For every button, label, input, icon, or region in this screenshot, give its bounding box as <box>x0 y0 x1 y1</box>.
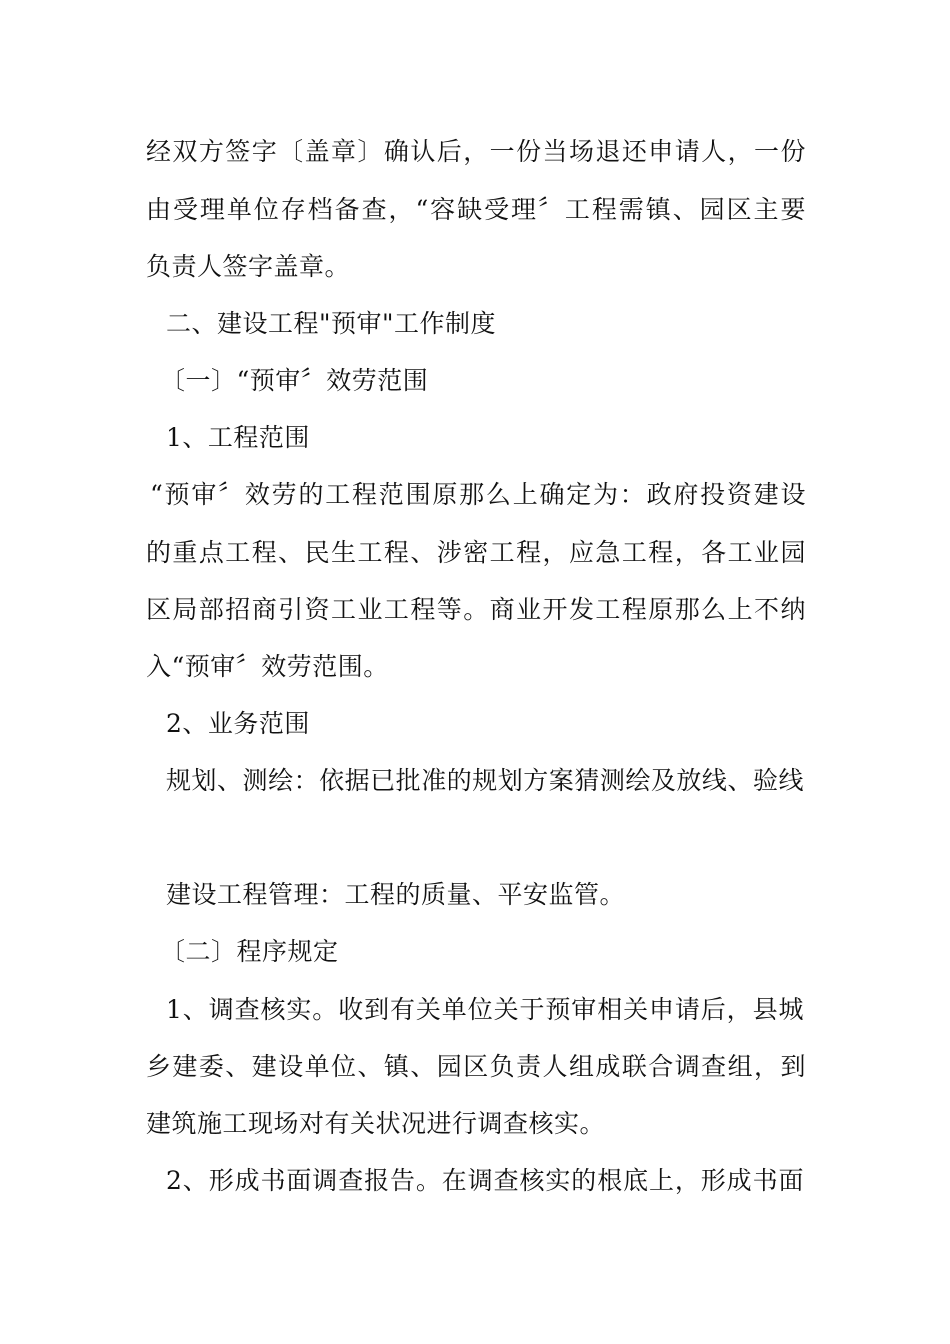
item-heading: 2、业务范围 <box>166 709 310 738</box>
section-heading: 二、建设工程"预审"工作制度 <box>166 309 496 338</box>
paragraph-line: 1、调查核实。收到有关单位关于预审相关申请后，县城 <box>166 995 804 1024</box>
paragraph-line: 入“预审〞效劳范围。 <box>146 652 389 681</box>
paragraph-line: 建筑施工现场对有关状况进行调查核实。 <box>146 1109 606 1138</box>
paragraph-line: 由受理单位存档备查，“容缺受理〞工程需镇、园区主要 <box>146 195 806 224</box>
paragraph-line: 的重点工程、民生工程、涉密工程，应急工程，各工业园 <box>146 538 806 567</box>
paragraph-line: 经双方签字〔盖章〕确认后，一份当场退还申请人，一份 <box>146 137 806 166</box>
subsection-heading: 〔二〕程序规定 <box>160 937 339 966</box>
paragraph-line: 乡建委、建设单位、镇、园区负责人组成联合调查组，到 <box>146 1052 806 1081</box>
paragraph-line: “预审〞效劳的工程范围原那么上确定为：政府投资建设 <box>150 480 806 509</box>
paragraph-line: 规划、测绘：依据已批准的规划方案猜测绘及放线、验线 <box>166 766 804 795</box>
paragraph-line: 负责人签字盖章。 <box>146 252 351 281</box>
paragraph-line: 2、形成书面调查报告。在调查核实的根底上，形成书面 <box>166 1166 804 1195</box>
paragraph-line: 建设工程管理：工程的质量、平安监管。 <box>166 880 626 909</box>
paragraph-line: 区局部招商引资工业工程等。商业开发工程原那么上不纳 <box>146 595 806 624</box>
item-heading: 1、工程范围 <box>166 423 310 452</box>
subsection-heading: 〔一〕“预审〞效劳范围 <box>160 366 429 395</box>
